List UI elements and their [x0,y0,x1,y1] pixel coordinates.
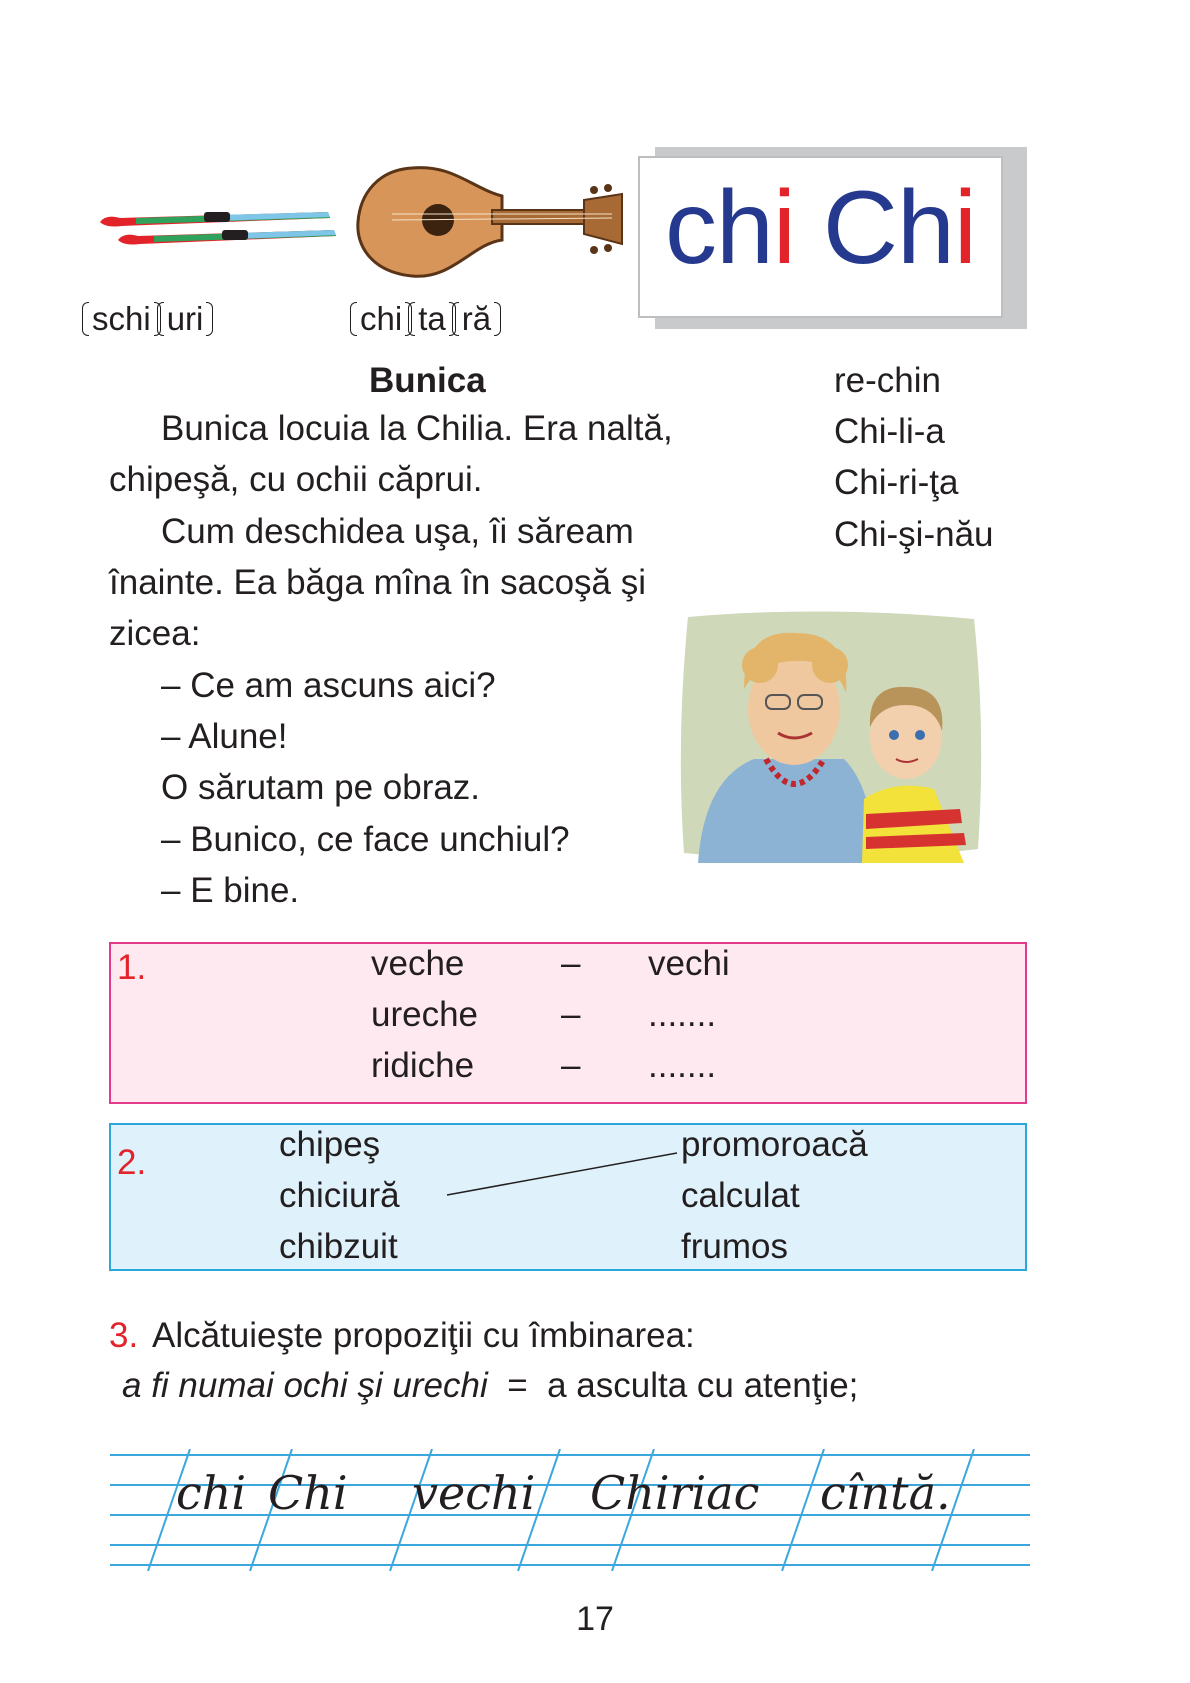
side-word: Chi-li-a [834,412,945,451]
syllable: schi [84,299,159,339]
exercise2-right-word[interactable]: frumos [681,1227,788,1266]
exercise1-blank[interactable]: ....... [648,995,717,1034]
handwriting-word: vechi [412,1466,536,1520]
letter-upper: Chi [822,170,976,286]
side-word: re-chin [834,361,941,400]
story-title: Bunica [369,361,486,400]
exercise1-dash: – [561,995,581,1034]
story-line: – Alune! [161,717,288,756]
handwriting-word: chi [176,1466,247,1520]
guitar-icon [352,160,624,284]
handwriting-lines [100,1449,1030,1571]
story-line: Bunica locuia la Chilia. Era naltă, [161,409,673,448]
equals-sign: = [507,1366,528,1405]
story-line: Cum deschidea uşa, îi săream [161,512,634,551]
page-number: 17 [576,1600,614,1638]
syllable: ta [410,299,454,339]
syllable: ră [454,299,499,339]
matching-line [441,1143,681,1203]
side-word: Chi-şi-nău [834,515,994,554]
syllables-guitar [352,299,499,339]
exercise1-blank[interactable]: ....... [648,1046,717,1085]
handwriting-word: Chi [268,1466,348,1520]
idiom: a fi numai ochi şi urechi [122,1366,488,1405]
exercise-number: 2. [117,1143,147,1182]
syllable: chi [352,299,410,339]
exercise2-right-word[interactable]: calculat [681,1176,800,1215]
skis-icon [96,200,336,260]
story-line: zicea: [109,614,201,653]
story-line: O sărutam pe obraz. [161,768,481,807]
idiom-meaning: a asculta cu atenţie; [547,1366,859,1405]
story-line: chipeşă, cu ochii căprui. [109,460,483,499]
letter-lower: chi [665,170,795,286]
exercise1-right-word: vechi [648,944,730,983]
exercise3-example [122,1366,858,1406]
exercise-1-box [109,942,1027,1104]
letter-card-text [640,170,1001,286]
handwriting-word: cîntă. [820,1466,951,1520]
exercise-2-box [109,1123,1027,1271]
story-line: – Bunico, ce face unchiul? [161,820,570,859]
exercise2-left-word[interactable]: chipeş [279,1125,381,1164]
letter-card [638,156,1003,318]
exercise2-right-word[interactable]: promoroacă [681,1125,868,1164]
story-line: înainte. Ea băga mîna în sacoşă şi [109,563,646,602]
syllable: uri [159,299,212,339]
exercise1-left-word: ridiche [371,1046,475,1085]
exercise2-left-word[interactable]: chiciură [279,1176,400,1215]
exercise2-left-word[interactable]: chibzuit [279,1227,398,1266]
handwriting-word: Chiriac [590,1466,760,1520]
exercise1-dash: – [561,1046,581,1085]
syllables-ski [84,299,211,339]
exercise1-dash: – [561,944,581,983]
side-word: Chi-ri-ţa [834,463,959,502]
exercise-number: 1. [117,948,147,987]
story-line: – E bine. [161,871,300,910]
exercise-number: 3. [109,1316,139,1355]
story-line: – Ce am ascuns aici? [161,666,496,705]
exercise3-instruction: Alcătuieşte propoziţii cu îmbinarea: [152,1316,695,1355]
exercise1-left-word: ureche [371,995,479,1034]
exercise1-left-word: veche [371,944,465,983]
grandmother-child-illustration [674,609,986,863]
